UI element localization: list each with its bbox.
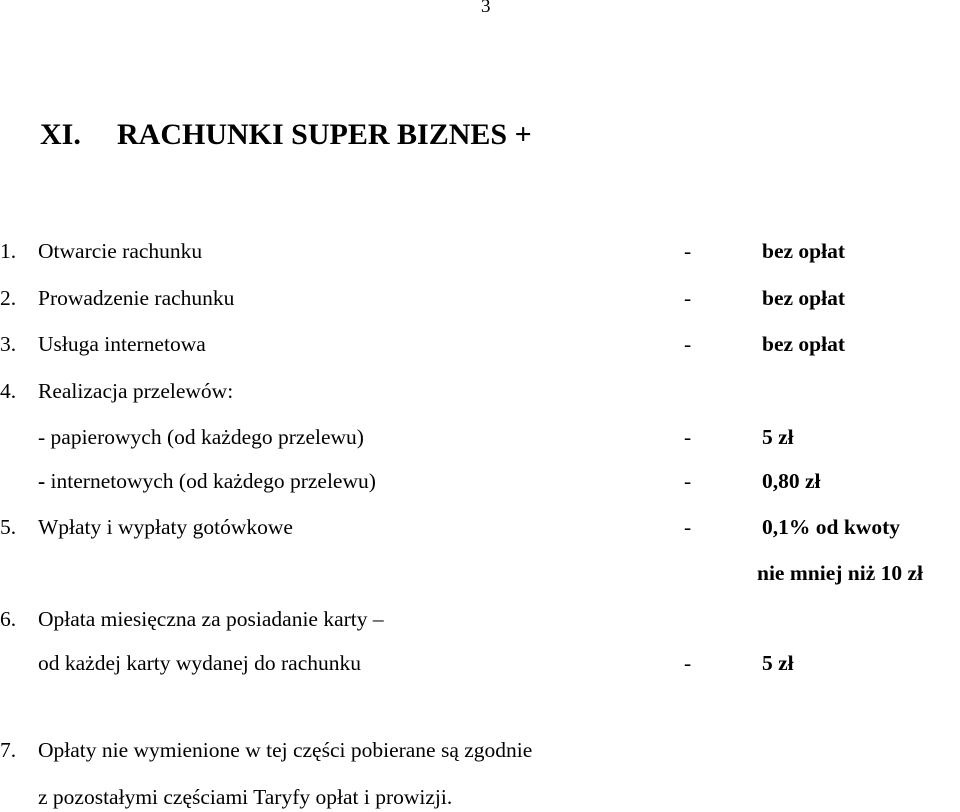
item-label <box>38 466 376 496</box>
item-value: nie mniej niż 10 zł <box>757 561 924 585</box>
item-dash: - <box>684 286 692 310</box>
section-title <box>40 118 532 152</box>
item-label: z pozostałymi częściami Taryfy opłat i prowizji. <box>38 785 453 809</box>
item-value: bez opłat <box>762 286 846 310</box>
item-value: 0,80 zł <box>762 469 821 493</box>
item-number: 1. <box>0 239 17 263</box>
item-label: Realizacja przelewów: <box>38 379 234 403</box>
item-number: 6. <box>0 607 17 631</box>
fee-row-other-fees-continued <box>0 782 960 812</box>
item-prefix: - <box>38 469 46 493</box>
fee-row-internet-service <box>0 329 960 359</box>
item-dash: - <box>684 332 692 356</box>
fee-row-internet-transfers <box>0 466 960 496</box>
item-label: Usługa internetowa <box>38 332 206 356</box>
item-number: 2. <box>0 286 17 310</box>
item-value: bez opłat <box>762 332 846 356</box>
item-dash: - <box>684 515 692 539</box>
section-number: XI. <box>40 118 81 151</box>
item-label: Opłaty nie wymienione w tej części pobierane są zgodnie <box>38 738 533 762</box>
fee-row-card-fee <box>0 648 960 678</box>
item-dash: - <box>684 469 692 493</box>
item-value: 0,1% od kwoty <box>762 515 900 539</box>
item-label: Prowadzenie rachunku <box>38 286 235 310</box>
item-label: od każdej karty wydanej do rachunku <box>38 651 361 675</box>
item-number: 4. <box>0 379 17 403</box>
item-value: 5 zł <box>762 425 794 449</box>
fee-row-account-maintenance <box>0 283 960 313</box>
fee-row-cash-minimum <box>0 558 960 588</box>
fee-row-other-fees <box>0 735 960 765</box>
item-label-text: internetowych (od każdego przelewu) <box>45 469 376 493</box>
item-number: 5. <box>0 515 17 539</box>
fee-row-card-fee-header <box>0 604 960 634</box>
fee-row-cash-operations <box>0 512 960 542</box>
fee-row-account-opening <box>0 236 960 266</box>
item-value: bez opłat <box>762 239 846 263</box>
item-number: 3. <box>0 332 17 356</box>
item-label: - papierowych (od każdego przelewu) <box>38 425 364 449</box>
item-label: Opłata miesięczna za posiadanie karty – <box>38 607 384 631</box>
page-number: 3 <box>481 0 491 17</box>
item-number: 7. <box>0 738 17 762</box>
item-label: Otwarcie rachunku <box>38 239 203 263</box>
item-value: 5 zł <box>762 651 794 675</box>
item-dash: - <box>684 651 692 675</box>
fee-row-paper-transfers <box>0 422 960 452</box>
item-dash: - <box>684 425 692 449</box>
item-dash: - <box>684 239 692 263</box>
fee-row-transfers-header <box>0 376 960 406</box>
item-label: Wpłaty i wypłaty gotówkowe <box>38 515 293 539</box>
section-title-text: RACHUNKI SUPER BIZNES + <box>117 118 532 151</box>
